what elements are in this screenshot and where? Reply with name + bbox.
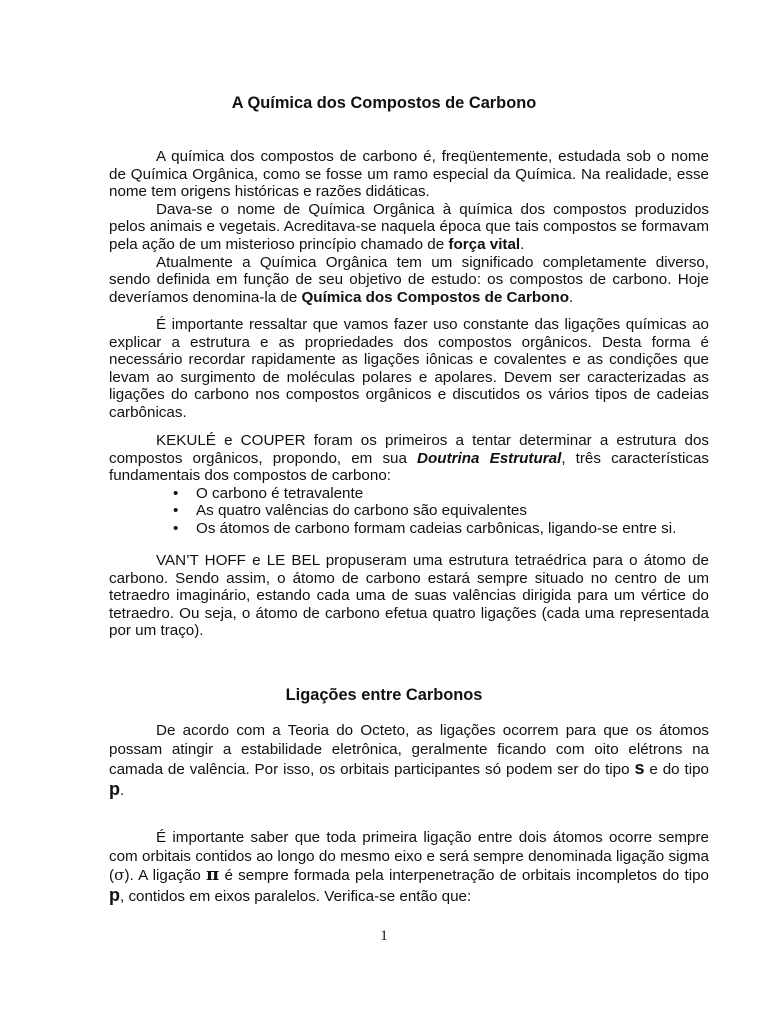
text: Dava-se o nome de Química Orgânica à química dos compostos produzidos pelos animais e vegetais. Acreditava-se naquela época que tais compostos se formavam pela ação de um misterioso princípio chamado de [109, 200, 709, 253]
document-title: A Química dos Compostos de Carbono [231, 94, 537, 112]
paragraph-section-octeto [109, 722, 709, 800]
paragraph-sigma-pi [109, 829, 709, 906]
paragraph-kekule [109, 432, 709, 485]
text: e do tipo [644, 761, 709, 778]
bullet-list [109, 485, 709, 538]
text: é sempre formada pela interpenetração de orbitais incompletos do tipo [219, 867, 709, 884]
text: . [120, 781, 125, 799]
page-number: 1 [380, 928, 388, 944]
bold-italic-doutrina: Doutrina Estrutural [417, 449, 562, 467]
orbital-p: p [109, 884, 120, 905]
pi-symbol: π [206, 864, 220, 885]
paragraph-ligacoes: É importante ressaltar que vamos fazer uso constante das ligações químicas ao explicar a estrutura e as propriedades dos compostos orgânicos. Desta forma é necessário recordar rapidamente as ligações iônicas e covalentes e as condições que levam ao surgimento de moléculas polares e apolares. Devem ser caracterizadas as ligações do carbono nos compostos orgânicos e discutidos os vários tipos de cadeias carbônicas. [109, 316, 709, 421]
paragraph-intro-1: A química dos compostos de carbono é, freqüentemente, estudada sob o nome de Química Orgânica, como se fosse um ramo especial da Química. Na realidade, esse nome tem origens históricas e razões didáticas. [109, 148, 709, 201]
bold-term-forca-vital: força vital [448, 235, 521, 253]
list-item: • Os átomos de carbono formam cadeias carbônicas, ligando-se entre si. [109, 520, 709, 538]
text: De acordo com a Teoria do Octeto, as ligações ocorrem para que os átomos possam atingir a estabilidade eletrônica, geralmente ficando com oito elétrons na camada de valência. Por isso, os orbitais participantes só podem ser do tipo [109, 722, 709, 778]
paragraph-section-kekule [109, 432, 709, 538]
text: , três características fundamentais dos compostos de carbono: [109, 449, 709, 485]
text: . [520, 235, 525, 253]
paragraph-vanthoff: VAN’T HOFF e LE BEL propuseram uma estrutura tetraédrica para o átomo de carbono. Sendo assim, o átomo de carbono estará sempre situado no centro de um tetraedro imaginário, estando cada uma de suas valências dirigida para um vértice do tetraedro. Ou seja, o átomo de carbono efetua quatro ligações (cada uma representada por um traço). [109, 552, 709, 640]
bold-term-quimica-compostos: Química dos Compostos de Carbono [301, 288, 569, 306]
list-item: • As quatro valências do carbono são equivalentes [109, 502, 709, 520]
text: É importante saber que toda primeira ligação entre dois átomos ocorre sempre com orbitais contidos ao longo do mesmo eixo e será sempre denominada ligação sigma ( [109, 829, 709, 884]
paragraph-intro-2 [109, 201, 709, 254]
paragraph-octeto [109, 722, 709, 800]
paragraph-intro-3 [109, 254, 709, 307]
orbital-s: s [634, 758, 645, 778]
orbital-p: p [109, 778, 120, 799]
list-item: • O carbono é tetravalente [109, 485, 709, 503]
text: KEKULÉ e COUPER foram os primeiros a tentar determinar a estrutura dos compostos orgânicos, propondo, em sua [109, 432, 709, 467]
section-title-ligacoes-carbonos: Ligações entre Carbonos [285, 686, 483, 704]
text: , contidos em eixos paralelos. Verifica-se então que: [120, 887, 472, 905]
intro-section [109, 148, 709, 306]
paragraph-section-vanthoff [109, 552, 709, 640]
paragraph-section-ligacoes [109, 316, 709, 422]
sigma-symbol: σ [114, 866, 125, 884]
text: ). A ligação [124, 867, 207, 884]
paragraph-section-sigma [109, 829, 709, 906]
text: . [568, 288, 574, 306]
text: Atualmente a Química Orgânica tem um significado completamente diverso, sendo definida em função de seu objetivo de estudo: os compostos de carbono. Hoje deveríamos denomina-la de [109, 253, 709, 306]
